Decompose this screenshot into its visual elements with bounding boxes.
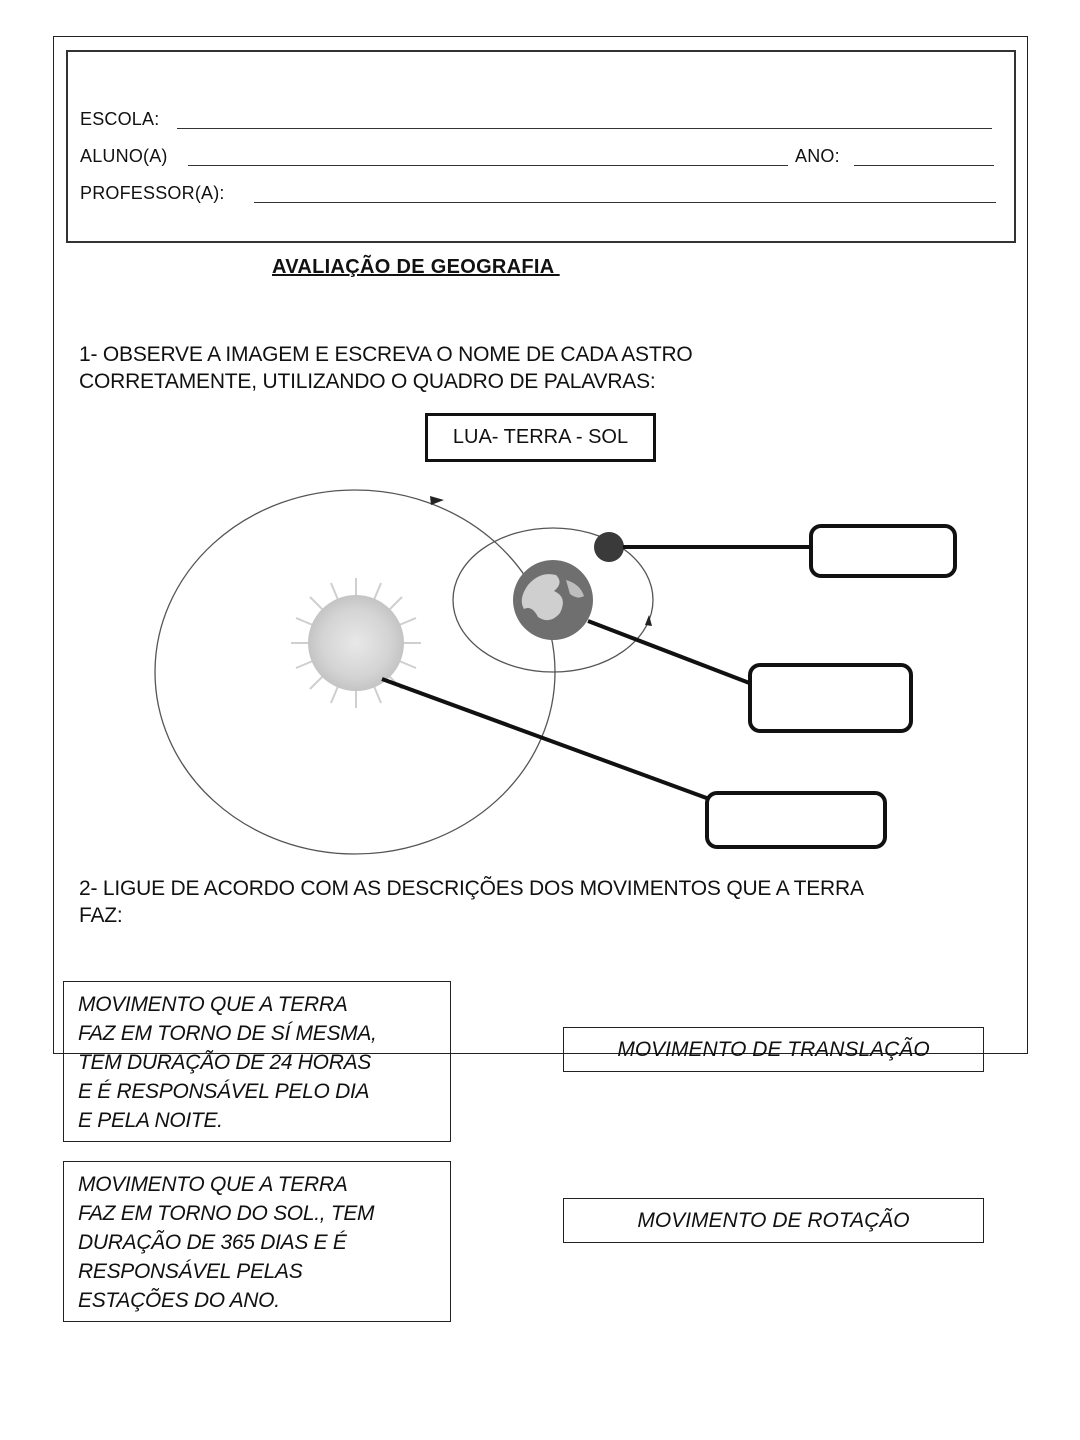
earth-answer-box [750, 665, 911, 731]
question-2-line-2: FAZ: [79, 904, 123, 927]
description-line: E PELA NOITE. [78, 1109, 223, 1132]
description-line: MOVIMENTO QUE A TERRA [78, 1173, 348, 1196]
question-1-line-1: 1- OBSERVE A IMAGEM E ESCREVA O NOME DE CADA ASTRO [79, 343, 693, 366]
professor-label: PROFESSOR(A): [80, 183, 225, 203]
moon [594, 532, 624, 562]
movement-translation-label: MOVIMENTO DE TRANSLAÇÃO [617, 1037, 930, 1061]
description-line: RESPONSÁVEL PELAS [78, 1260, 303, 1283]
question-1-line-2: CORRETAMENTE, UTILIZANDO O QUADRO DE PALAVRAS: [79, 370, 656, 393]
description-line: MOVIMENTO QUE A TERRA [78, 993, 348, 1016]
moon-answer-box [811, 526, 955, 576]
description-rotation[interactable] [63, 981, 451, 1142]
description-line: FAZ EM TORNO DO SOL., TEM [78, 1202, 375, 1225]
description-line: FAZ EM TORNO DE SÍ MESMA, [78, 1022, 377, 1045]
movement-translation-box[interactable] [563, 1027, 984, 1072]
description-line: ESTAÇÕES DO ANO. [78, 1289, 280, 1312]
movement-rotation-box[interactable] [563, 1198, 984, 1243]
description-line: DURAÇÃO DE 365 DIAS E É [78, 1231, 347, 1254]
description-translation[interactable] [63, 1161, 451, 1322]
description-line: E É RESPONSÁVEL PELO DIA [78, 1080, 370, 1103]
earth-orbit-arrow [430, 496, 444, 505]
question-2-line-1: 2- LIGUE DE ACORDO COM AS DESCRIÇÕES DOS MOVIMENTOS QUE A TERRA [79, 877, 864, 900]
ano-label: ANO: [795, 146, 840, 166]
page-title: AVALIAÇÃO DE GEOGRAFIA [272, 256, 560, 278]
escola-label: ESCOLA: [80, 109, 160, 129]
sun [308, 595, 404, 691]
sun-answer-box [707, 793, 885, 847]
aluno-label: ALUNO(A) [80, 146, 168, 166]
movement-rotation-label: MOVIMENTO DE ROTAÇÃO [637, 1208, 910, 1232]
sun-leader-line [382, 679, 712, 800]
description-line: TEM DURAÇÃO DE 24 HORAS [78, 1051, 371, 1074]
earth-leader-line [588, 621, 752, 684]
word-bank-text: LUA- TERRA - SOL [452, 426, 629, 448]
